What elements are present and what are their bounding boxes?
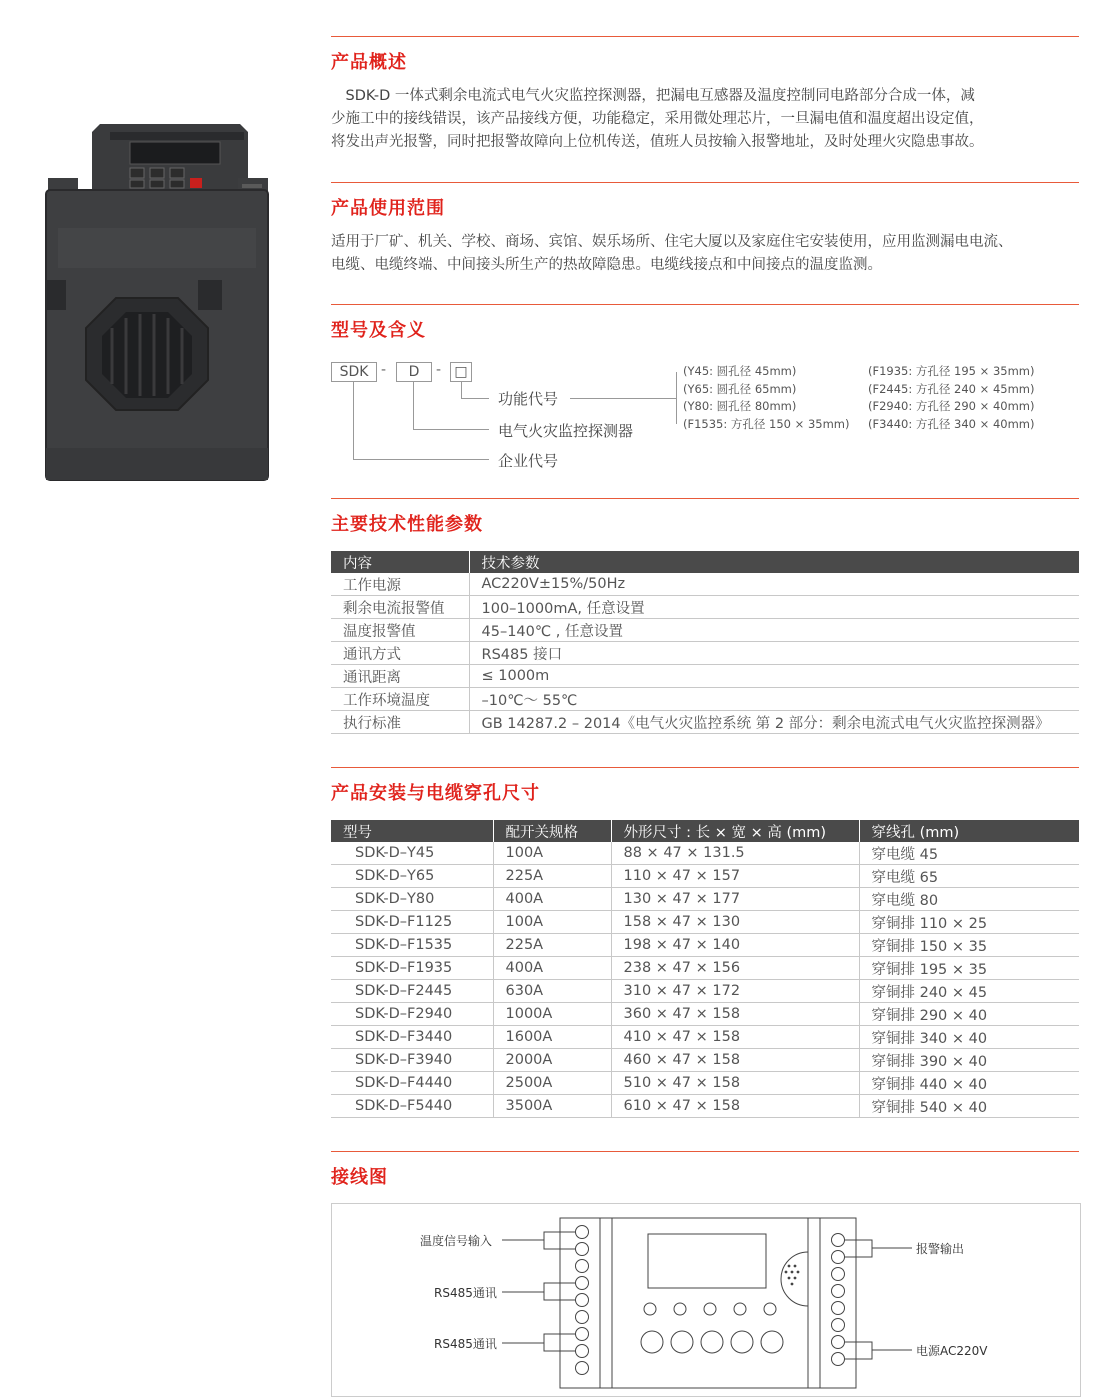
install-cell: SDK-D–F3940 [331,1049,493,1072]
install-cell: 穿铜排 440 × 40 [859,1072,1079,1095]
install-cell: SDK-D–F1935 [331,957,493,980]
wiring-label-rs485-b: RS485通讯 [434,1337,497,1351]
table-row [331,619,1079,642]
table-row [331,596,1079,619]
wiring-label-temp-input: 温度信号输入 [420,1234,493,1248]
scope-text [331,231,1081,277]
option-item: (F2940: 方孔径 290 × 40mm) [868,399,1035,413]
spec-value: –10℃～ 55℃ [469,688,1079,711]
install-cell: 360 × 47 × 158 [611,1003,859,1026]
install-cell: 穿铜排 390 × 40 [859,1049,1079,1072]
spec-value: GB 14287.2 – 2014《电气火灾监控系统 第 2 部分：剩余电流式电气火灾监控探测器》 [469,711,1079,734]
install-cell: 1000A [493,1003,611,1026]
spec-key: 通讯距离 [331,665,469,688]
scope-line: 电缆、电缆终端、中间接头所生产的热故障隐患。电缆线接点和中间接点的温度监测。 [331,257,882,273]
table-row [331,1003,1079,1026]
install-cell: SDK-D–F4440 [331,1072,493,1095]
section-rule [331,304,1079,305]
install-cell: SDK-D–F3440 [331,1026,493,1049]
specs-table [331,551,1079,734]
code-function: □ [450,362,472,382]
spec-key: 温度报警值 [331,619,469,642]
install-cell: 穿电缆 45 [859,842,1079,865]
spec-key: 通讯方式 [331,642,469,665]
install-cell: 310 × 47 × 172 [611,980,859,1003]
install-cell: 130 × 47 × 177 [611,888,859,911]
install-cell: 1600A [493,1026,611,1049]
wiring-label-power: 电源AC220V [916,1344,988,1358]
install-cell: 460 × 47 × 158 [611,1049,859,1072]
option-item: (F1535: 方孔径 150 × 35mm) [683,416,850,431]
label-product-type: 电气火灾监控探测器 [498,422,634,440]
section-rule [331,1151,1079,1152]
wiring-label-alarm-out: 报警输出 [916,1242,965,1256]
spec-value: RS485 接口 [469,642,1079,665]
table-row [331,665,1079,688]
section-rule [331,36,1079,37]
table-row [331,688,1079,711]
code-product: D [396,362,432,382]
install-cell: SDK-D–F2940 [331,1003,493,1026]
code-sep: - [436,362,442,378]
install-cell: SDK-D–F1535 [331,934,493,957]
product-image [38,118,283,488]
install-table [331,820,1079,1118]
option-item: (Y45: 圆孔径 45mm) [683,364,797,378]
overview-title: 产品概述 [331,52,407,73]
table-row [331,980,1079,1003]
table-row [331,957,1079,980]
option-item: (F1935: 方孔径 195 × 35mm) [868,364,1035,378]
install-cell: 2000A [493,1049,611,1072]
spec-key: 剩余电流报警值 [331,596,469,619]
spec-key: 执行标准 [331,711,469,734]
label-function-code: 功能代号 [498,390,559,408]
install-cell: 穿电缆 80 [859,888,1079,911]
code-company: SDK [331,362,377,382]
table-row [331,1072,1079,1095]
section-rule [331,767,1079,768]
scope-line: 适用于厂矿、机关、学校、商场、宾馆、娱乐场所、住宅大厦以及家庭住宅安装使用，应用监测漏电电流、 [331,234,1013,250]
option-item: (F2445: 方孔径 240 × 45mm) [868,381,1035,396]
table-row [331,888,1079,911]
install-cell: 3500A [493,1095,611,1118]
options-left [683,363,849,433]
install-cell: SDK-D–Y65 [331,865,493,888]
table-row [331,934,1079,957]
option-item: (Y80: 圆孔径 80mm) [683,399,797,413]
wiring-diagram [331,1203,1081,1397]
install-header: 外形尺寸 : 长 × 宽 × 高 (mm) [611,820,859,842]
install-cell: 400A [493,888,611,911]
install-cell: 穿铜排 195 × 35 [859,957,1079,980]
install-cell: 穿铜排 540 × 40 [859,1095,1079,1118]
install-cell: 88 × 47 × 131.5 [611,842,859,865]
overview-line: SDK-D 一体式剩余电流式电气火灾监控探测器，把漏电互感器及温度控制同电路部分合成一体，减 [331,88,975,104]
spec-value: AC220V±15%/50Hz [469,573,1079,596]
table-row [331,1095,1079,1118]
install-cell: 穿铜排 290 × 40 [859,1003,1079,1026]
table-row [331,911,1079,934]
install-cell: 穿电缆 65 [859,865,1079,888]
install-cell: 158 × 47 × 130 [611,911,859,934]
install-cell: 100A [493,842,611,865]
install-cell: 410 × 47 × 158 [611,1026,859,1049]
install-cell: 198 × 47 × 140 [611,934,859,957]
install-cell: 穿铜排 110 × 25 [859,911,1079,934]
spec-value: 100–1000mA, 任意设置 [469,596,1079,619]
install-cell: 225A [493,934,611,957]
install-cell: SDK-D–F5440 [331,1095,493,1118]
label-company-code: 企业代号 [498,452,559,470]
install-cell: SDK-D–Y45 [331,842,493,865]
overview-text [331,85,1081,154]
option-item: (Y65: 圆孔径 65mm) [683,381,797,396]
install-header: 型号 [331,820,493,842]
install-header: 穿线孔 (mm) [859,820,1079,842]
section-rule [331,498,1079,499]
install-cell: 400A [493,957,611,980]
install-title: 产品安装与电缆穿孔尺寸 [331,783,540,804]
wiring-title: 接线图 [331,1167,388,1188]
specs-header: 技术参数 [469,551,1079,573]
table-row [331,865,1079,888]
install-cell: 2500A [493,1072,611,1095]
table-row [331,1026,1079,1049]
option-item: (F3440: 方孔径 340 × 40mm) [868,416,1035,431]
install-cell: SDK-D–F1125 [331,911,493,934]
install-cell: 穿铜排 240 × 45 [859,980,1079,1003]
spec-key: 工作环境温度 [331,688,469,711]
overview-line: 少施工中的接线错误，该产品接线方便，功能稳定，采用微处理芯片，一旦漏电值和温度超出设定值， [331,111,984,127]
specs-title: 主要技术性能参数 [331,514,483,535]
code-sep: - [381,362,387,378]
table-row [331,573,1079,596]
install-cell: SDK-D–Y80 [331,888,493,911]
install-cell: 238 × 47 × 156 [611,957,859,980]
install-cell: 穿铜排 150 × 35 [859,934,1079,957]
install-cell: 穿铜排 340 × 40 [859,1026,1079,1049]
table-row [331,1049,1079,1072]
install-cell: 610 × 47 × 158 [611,1095,859,1118]
model-title: 型号及含义 [331,320,426,341]
install-cell: 510 × 47 × 158 [611,1072,859,1095]
spec-value: 45–140℃ , 任意设置 [469,619,1079,642]
table-row [331,842,1079,865]
spec-key: 工作电源 [331,573,469,596]
install-cell: 110 × 47 × 157 [611,865,859,888]
table-row [331,642,1079,665]
install-cell: 225A [493,865,611,888]
install-cell: 630A [493,980,611,1003]
install-cell: SDK-D–F2445 [331,980,493,1003]
wiring-label-rs485-a: RS485通讯 [434,1286,497,1300]
install-header: 配开关规格 [493,820,611,842]
table-row [331,711,1079,734]
section-rule [331,182,1079,183]
specs-header: 内容 [331,551,469,573]
install-cell: 100A [493,911,611,934]
options-right [868,363,1034,433]
scope-title: 产品使用范围 [331,198,445,219]
overview-line: 将发出声光报警，同时把报警故障向上位机传送，值班人员按输入报警地址，及时处理火灾隐患事故。 [331,134,984,150]
spec-value: ≤ 1000m [469,665,1079,688]
